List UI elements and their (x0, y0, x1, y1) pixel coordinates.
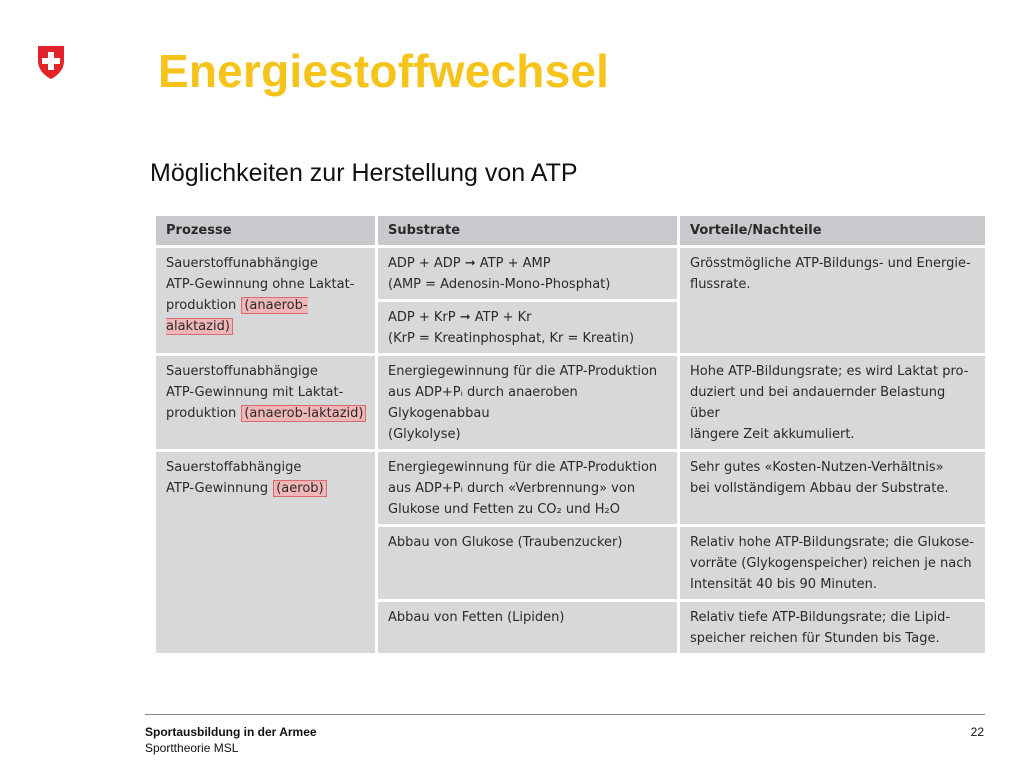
advantage-cell: Hohe ATP-Bildungsrate; es wird Laktat pro- duziert und bei andauernder Belastung über längere Zeit akkumuliert. (679, 355, 987, 451)
slide-title: Energiestoffwechsel (158, 45, 610, 97)
footer-divider (145, 714, 985, 715)
process-cell-anaerob-laktazid (155, 355, 377, 451)
advantage-cell: Relativ hohe ATP-Bildungsrate; die Glukose- vorräte (Glykogenspeicher) reichen je nach Intensität 40 bis 90 Minuten. (679, 526, 987, 601)
process-text: Sauerstoffabhängige ATP-Gewinnung (166, 460, 302, 496)
footer-subtitle: Sporttheorie MSL (145, 741, 239, 755)
slide-subtitle: Möglichkeiten zur Herstellung von ATP (150, 159, 578, 187)
advantage-cell: Sehr gutes «Kosten-Nutzen-Verhältnis» bei vollständigem Abbau der Substrate. (679, 451, 987, 526)
process-cell-anaerob-alaktazid (155, 247, 377, 355)
atp-table (153, 213, 988, 656)
header-prozesse: Prozesse (155, 215, 377, 247)
substrate-cell: Energiegewinnung für die ATP-Produktion aus ADP+Pᵢ durch «Verbrennung» von Glukose und Fetten zu CO₂ und H₂O (377, 451, 679, 526)
process-highlight-aerob: (aerob) (273, 480, 326, 497)
table-header-row (155, 215, 987, 247)
table-row (155, 355, 987, 451)
advantage-cell: Grösstmögliche ATP-Bildungs- und Energie- flussrate. (679, 247, 987, 355)
table-row (155, 247, 987, 301)
page-number: 22 (970, 725, 984, 739)
swiss-cross-shield-icon (36, 44, 66, 80)
header-vorteile-nachteile: Vorteile/Nachteile (679, 215, 987, 247)
process-cell-aerob (155, 451, 377, 655)
substrate-cell: Abbau von Glukose (Traubenzucker) (377, 526, 679, 601)
substrate-cell: ADP + ADP ➞ ATP + AMP (AMP = Adenosin-Mono-Phosphat) (377, 247, 679, 301)
process-highlight-anaerob-alaktazid: (anaerob-alaktazid) (166, 298, 308, 334)
table-row (155, 451, 987, 526)
substrate-cell: Energiegewinnung für die ATP-Produktion aus ADP+Pᵢ durch anaeroben Glykogenabbau (Glykolyse) (377, 355, 679, 451)
footer-org: Sportausbildung in der Armee (145, 725, 317, 739)
header-substrate: Substrate (377, 215, 679, 247)
process-text: Sauerstoffunabhängige ATP-Gewinnung mit Laktat- produktion (166, 364, 344, 421)
process-highlight-anaerob-laktazid: (anaerob-laktazid) (241, 405, 366, 422)
substrate-cell: Abbau von Fetten (Lipiden) (377, 601, 679, 655)
advantage-cell: Relativ tiefe ATP-Bildungsrate; die Lipid- speicher reichen für Stunden bis Tage. (679, 601, 987, 655)
substrate-cell: ADP + KrP ➞ ATP + Kr (KrP = Kreatinphosphat, Kr = Kreatin) (377, 301, 679, 355)
process-text: Sauerstoffunabhängige ATP-Gewinnung ohne Laktat- produktion (166, 256, 355, 313)
